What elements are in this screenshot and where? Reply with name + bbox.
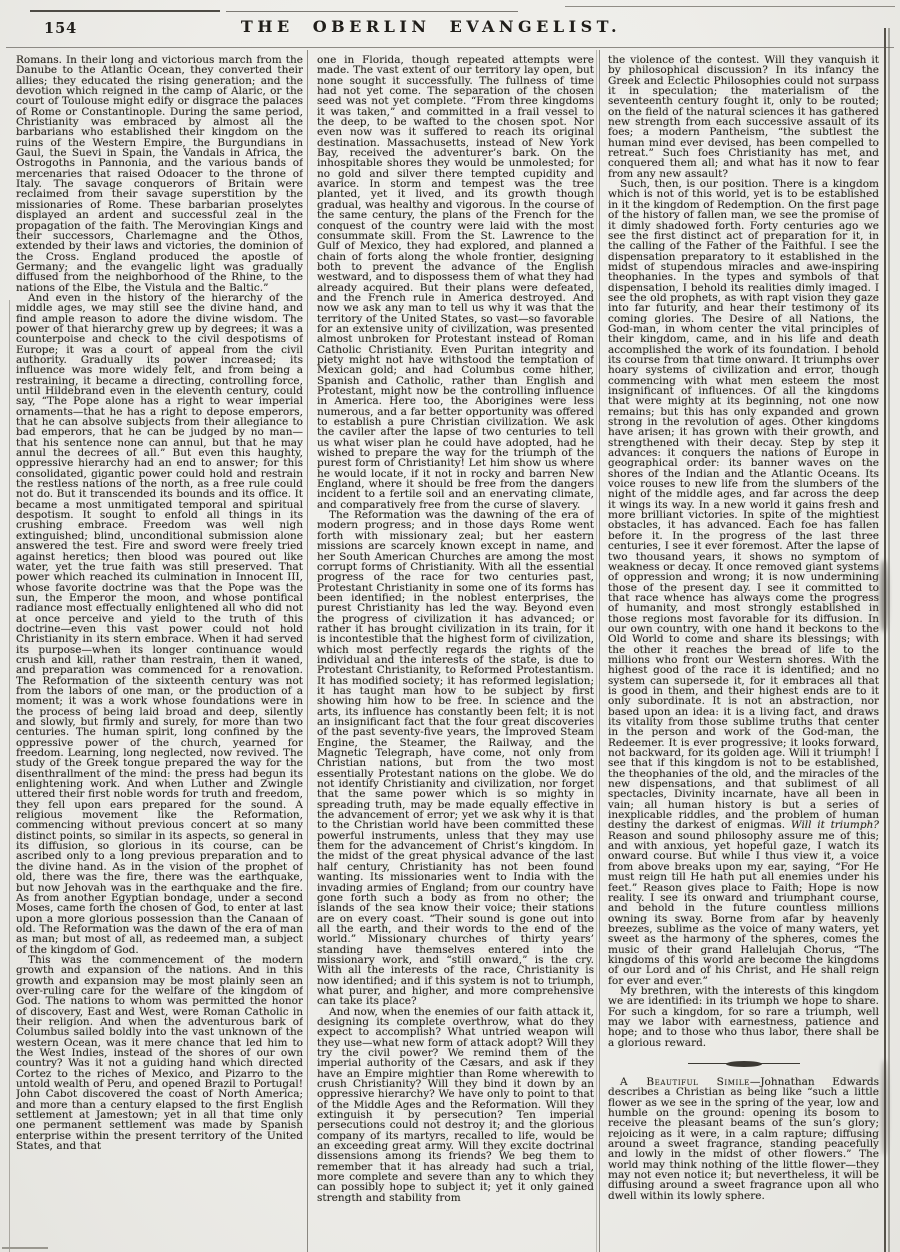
page-number: 154 [44,20,78,37]
italic-phrase: Will it triumph? [790,819,879,832]
header-rule [6,47,894,48]
column-2 [317,55,594,1252]
paragraph: The Reformation was the dawning of the era of modern progress; and in those days Rome went forth with missionary zeal; but her eastern missions are scarcely known except in name, and her South American Churches are among the most corrupt forms of Christianity. With all the essential progress of the race for two centuries past, Protestant Christianity in some one of its forms has been identified; in the noblest enterprises, the purest Christianity has led the way. Beyond even the progress of civilization it has advanced; or rather it has brought civilization in its train, for it is incontestible that the highest form of civilization, which most perfectly regards the rights of the individual and the interests of the state, is due to Protestant Christianity, to Reformed Protestantism. It has modified society; it has reformed legislation; it has taught man how to be subject by first showing him how to be free. In science and the arts, its influence has constantly been felt; it is not an insignificant fact that the four great discoveries of the past seventy-five years, the Improved Steam Engine, the Steamer, the Railway, and the Magnetic Telegraph, have come, not only from Christian nations, but from the two most essentially Protestant nations on the globe. We do not identify Christianity and civilization, nor forget that the same power which is so mighty in spreading truth, may be made equally effective in the advancement of error; yet we ask why it is that to the Christian world have been committed these powerful instruments, unless that they may use them for the advancement of Christ’s kingdom. In the midst of the great physical advance of the last half century, Christianity has not been found wanting. Its missionaries went to India with the invading armies of England; from our country have gone forth such a body as from no other; the islands of the sea know their voice; their stations are on every coast. “Their sound is gone out into all the earth, and their words to the end of the world.” Missionary churches of thirty years’ standing have themselves entered into the missionary work, and “still onward,” is the cry. With all the interests of the race, Christianity is now identified; and if this system is not to triumph, what purer, and higher, and more comprehensive can take its place? [317,509,594,1008]
paragraph-text: Reason and sound philosophy assure me of this; and with anxious, yet hopeful gaze, I watch its onward course. But while I thus view it, a voice from above breaks upon my ear, saying, “For He must reign till He hath put all enemies under his feet.” Reason gives place to Faith; Hope is now reality. I see its onward and triumphant course, and behold in the future countless millions owning its sway. Borne from afar by heavenly breezes, sublime as the voice of many waters, yet sweet as the harmony of the spheres, comes the music of their grand Hallelujah Chorus, “The kingdoms of this world are become the kingdoms of our Lord and of his Christ, and He shall reign for ever and ever.” [608,829,879,987]
column-3 [608,55,879,1252]
top-rule-segment [565,6,895,7]
column-divider-rule [307,50,308,1252]
bottom-rule-segment [2,1247,48,1249]
column-1 [16,55,303,1252]
paragraph: My brethren, with the interests of this kingdom we are identified: in its triumph we hope to share. For such a kingdom, for so rare a triumph, well may we labor with earnestness, patience and hope; and to those who thus labor, there shall be a glorious reward. [608,984,879,1049]
paragraph: Romans. In their long and victorious march from the Danube to the Atlantic Ocean, they converted their allies; they educated the rising generation; and the devotion which reigned in the camp of Alaric, or the court of Toulouse might edify or disgrace the palaces of Rome or Constantinople. During the same period, Christianity was embraced by almost all the barbarians who established their kingdom on the ruins of the Western Empire, the Burgundians in Gaul, the Suevi in Spain, the Vandals in Africa, the Ostrogoths in Pannonia, and the various bands of mercenaries that raised Odoacer to the throne of Italy. The savage conquerors of Britain were reclaimed from their savage superstition by the missionaries of Rome. These barbarian proselytes displayed an ardent and successful zeal in the propagation of the faith. The Merovingian Kings and their successors, Charlemagne and the Othos, extended by their laws and victories, the dominion of the Cross. England produced the apostle of Germany; and the evangelic light was gradually diffused from the neighborhood of the Rhine, to the nations of the Elbe, the Vistula and the Baltic.” [16,55,303,294]
paragraph: And even in the history of the hierarchy of the middle ages, we may still see the divine hand, and find ample reason to adore the divine wisdom. The power of that hierarchy grew up by degrees; it was a counterpoise and check to the civil despotisms of Europe; it was a court of appeal from the civil authority. Gradually its power increased; its influence was more widely felt, and from being a restraining, it became a directing, controlling force, until Hildebrand even in the eleventh century, could say, “The Pope alone has a right to wear imperial ornaments—that he has a right to depose emperors, that he can absolve subjects from their allegiance to bad emperors, that he can be judged by no man—that his sentence none can annul, but that he may annul the decrees of all.” But even this haughty, oppressive hierarchy had an end to answer; for this consolidated, gigantic power could hold and restrain the restless nations of the north, as a free rule could not do. But it transcended its bounds and its office. It became a most unmitigated temporal and spiritual despotism. It sought to enfold all things in its crushing embrace. Freedom was well nigh extinguished; blind, unconditional submission alone answered the test. Fire and sword were freely tried against heretics; then blood was poured out like water, yet the true faith was still preserved. That power which reached its culmination in Innocent III, whose favorite doctrine was that the Pope was the sun, the Emperor the moon, and whose pontifical radiance most effectually enlightened all who did not at once perceive and yield to the truth of this doctrine—even this vast power could not hold Christianity in its stern embrace. When it had served its purpose—when its longer continuance would crush and kill, rather than restrain, then it waned, and preparation was commenced for a renovation. The Reformation of the sixteenth century was not from the labors of one man, or the production of a moment; it was a work whose foundations were in the process of being laid broad and deep, silently and slowly, but firmly and surely, for more than two centuries. The human spirit, long confined by the oppressive power of the church, yearned for freedom. Learning, long neglected, now revived. The study of the Greek tongue prepared the way for the disenthrallment of the mind: the press had begun its enlightening work. And when Luther and Zwingle uttered their first noble words for truth and freedom, they fell upon ears prepared for the sound. A religious movement like the Reformation, commencing without previous concert at so many distinct points, so similar in its aspects, so general in its diffusion, so glorious in its course, can be ascribed only to a long previous preparation and to the divine hand. As in the vision of the prophet of old, there was the fire, there was the earthquake, but now Jehovah was in the earthquake and the fire. As from another Egyptian bondage, under a second Moses, came forth the chosen of God, to enter at last upon a more glorious possession than the Canaan of old. The Reformation was the dawn of the era of man as man; but most of all, as redeemed man, a subject of the kingdom of God. [16,291,303,956]
scan-smudge [880,560,888,632]
simile-title: A Beautiful Simile [620,1076,750,1088]
top-rule-segment [30,10,220,12]
paragraph-text: Such, then, is our position. There is a kingdom which is not of this world, yet is to be established in it the kingdom of Redemption. On the first page of the history of fallen man, we see the promise of it dimly shadowed forth. Forty centuries ago we see the first distinct act of preparation for it, in the calling of the Father of the Faithful. I see the dispensation preparatory to it established in the midst of stupendous miracles and awe-inspiring theophanies. In the types and symbols of that dispensation, I behold its realities dimly imaged. I see the old prophets, as with rapt vision they gaze into far futurity, and hear their testimony of its coming glories. The Desire of all Nations, the God-man, in whom center the vital principles of their kingdom, came, and in his life and death accomplished the work of its foundation. I behold its course from that time onward. It triumphs over hoary systems of civilization and error, though commencing with what men esteem the most insignificant of influences. Of all the kingdoms that were mighty at its beginning, not one now remains; but this has only expanded and grown strong in the revolution of ages. Other kingdoms have arisen; it has grown with their growth, and strengthened with their decay. Step by step it advances: it conquers the nations of Europe in geographical order: its banner waves on the shores of the Indian and the Atlantic Oceans. Its voice rouses to new life from the slumbers of the night of the middle ages, and far across the deep it wings its way. In a new world it gains fresh and more brilliant victories. In spite of the mightiest obstacles, it has advanced. Each foe has fallen before it. In the progress of the last three centuries, I see it ever foremost. After the lapse of two thousand years, it shows no symptom of weakness or decay. It once removed giant systems of oppression and wrong; it is now undermining those of the present day. I see it committed to that race whence has always come the progress of humanity, and most strongly established in those regions most favorable for its diffusion. In our own country, with one hand it beckons to the Old World to come and share its blessings; with the other it reaches the bread of life to the millions who front our Western shores. With the highest good of the race it is identified; and no system can supersede it, for it embraces all that is good in them, and their highest ends are to it only subordinate. It is not an abstraction, nor based upon an idea: it is a living fact, and draws its vitality from those sublime truths that center in the person and work of the God-man, the Redeemer. It is ever progressive; it looks forward, not backward, for its golden age. Will it triumph! I see that if this kingdom is not to be established, the theophanies of the old, and the miracles of the new dispensations, and that sublimest of all spectacles, Divinity incarnate, have all been in vain; all human history is but a series of inexplicable riddles, and the problem of human destiny the darkest of enigmas. [608,178,879,832]
masthead-title: THE OBERLIN EVANGELIST. [240,17,622,36]
paragraph: one in Florida, though repeated attempts were made. The vast extent of our territory lay open, but none sought it successfully. The fullness of time had not yet come. The separation of the chosen seed was not yet complete. “From three kingdoms it was taken,” and committed in a frail vessel to the deep, to be wafted to the chosen spot. Nor even now was it suffered to reach its original destination. Massachusetts, instead of New York Bay, received the adventurer’s bark. On the inhospitable shores they would be unmolested; for no gold and silver there tempted cupidity and avarice. In storm and tempest was the tree planted, yet it lived, and its growth though gradual, was healthy and vigorous. In the course of the same century, the plans of the French for the conquest of the country were laid with the most consummate skill. From the St. Lawrence to the Gulf of Mexico, they had explored, and planned a chain of forts along the whole frontier, designing both to prevent the advance of the English westward, and to dispossess them of what they had already acquired. But their plans were defeated, and the French rule in America destroyed. And now we ask any man to tell us why it was that the territory of the United States, so vast—so favorable for an extensive unity of civilization, was presented almost unbroken for Protestant instead of Roman Catholic Christianity. Even Puritan integrity and piety might not have withstood the temptation of Mexican gold; and had Columbus come hither, Spanish and Catholic, rather than English and Protestant, might now be the controlling influence in America. Here too, the Aborigines were less numerous, and a far better opportunity was offered to establish a pure Christian civilization. We ask the caviler after the lapse of two centuries to tell us what wiser plan he could have adopted, had he wished to prepare the way for the triumph of the purest form of Christianity! Let him show us where he would locate, if it not in rocky and barren New England, where it should be free from the dangers incident to a fertile soil and an enervating climate, and comparatively free from the curse of slavery. [317,55,594,511]
column-divider-rule [599,50,600,1252]
section-divider-rule [688,1063,800,1064]
paragraph [608,179,879,986]
simile-item [608,1077,879,1201]
paragraph: the violence of the contest. Will they vanquish it by philosophical discussion? In its infancy the Greek and Eclectic Philosophies could not surpass it in speculation; the materialism of the seventeenth century fought it, only to be routed; on the field of the natural sciences it has gathered new strength from each successive assault of its foes; a modern Pantheism, “the subtlest the human mind ever devised, has been compelled to retreat.” Such foes Christianity has met, and conquered them all; and what has it now to fear from any new assault? [608,55,879,180]
top-rule-segment [226,11,518,12]
paragraph: This was the commencement of the modern growth and expansion of the nations. And in this growth and expansion may be most plainly seen an over-ruling care for the welfare of the kingdom of God. The nations to whom was permitted the honor of discovery, East and West, were Roman Catholic in their religion. And when the adventurous bark of Columbus sailed boldly into the vast unknown of the western Ocean, was it mere chance that led him to the West Indies, instead of the shores of our own country? Was it not a guiding hand which directed Cortez to the riches of Mexico, and Pizarro to the untold wealth of Peru, and opened Brazil to Portugal! John Cabot discovered the coast of North America; and more than a century elapsed to the first English settlement at Jamestown; yet in all that time only one permanent settlement was made by Spanish enterprise within the present territory of the United States, and that [16,953,303,1153]
left-page-border-rule [9,300,10,1252]
paragraph: And now, when the enemies of our faith attack it, designing its complete overthrow, what do they expect to accomplish? What untried weapon will they use—what new form of attack adopt? Will they try the civil power? We remind them of the imperial authority of the Cæsars, and ask if they have an Empire mightier than Rome wherewith to crush Christianity? Will they bind it down by an oppressive hierarchy? We have only to point to that of the Middle Ages and the Reformation. Will they extinguish it by persecution? Ten imperial persecutions could not destroy it; and the glorious company of its martyrs, recalled to life, would be an exceeding great army. Will they excite doctrinal dissensions among its friends? We beg them to remember that it has already had such a trial, more complete and severe than any to which they can possibly hope to subject it; yet it only gained strength and stability from [317,1005,594,1204]
simile-text: —Johnathan Edwards describes a Christian as being like “such a little flower as we see in the spring of the year, low and humble on the ground: opening its bosom to receive the pleasant beams of the sun’s glory; rejoicing as it were, in a calm rapture; diffusing around a sweet fragrance, standing peacefully and lowly in the midst of other flowers.” The world may think nothing of the little flower—they may not even notice it; but nevertheless, it will be diffusing around a sweet fragrance upon all who dwell within its lowly sphere. [608,1076,879,1202]
scan-smudge [881,1060,888,1155]
